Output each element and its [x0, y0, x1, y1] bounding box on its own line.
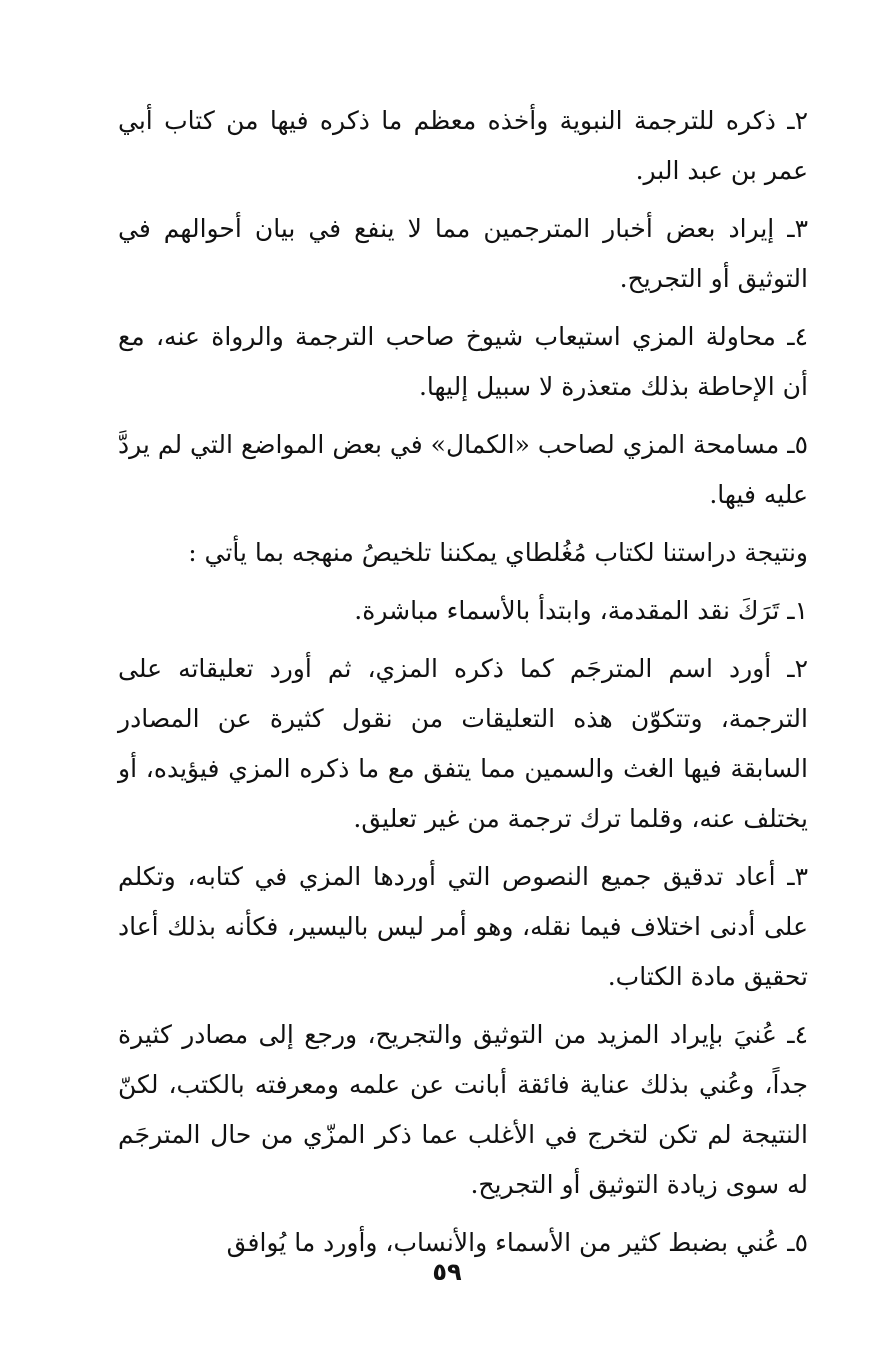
paragraph: ٤ـ محاولة المزي استيعاب شيوخ صاحب الترجمة والرواة عنه، مع أن الإحاطة بذلك متعذرة لا سبيل إليها. [118, 322, 808, 401]
paragraph: ٢ـ ذكره للترجمة النبوية وأخذه معظم ما ذكره فيها من كتاب أبي عمر بن عبد البر. [118, 106, 808, 185]
paragraph: ٥ـ عُني بضبط كثير من الأسماء والأنساب، وأورد ما يُوافق [226, 1228, 808, 1257]
page-number: ٥٩ [432, 1258, 462, 1286]
paragraph: ٤ـ عُنيَ بإيراد المزيد من التوثيق والتجريح، ورجع إلى مصادر كثيرة جداً، وعُني بذلك عناية فائقة أبانت عن علمه ومعرفته بالكتب، لكنّ النتيجة لم تكن لتخرج في الأغلب عما ذكر المزّي من حال المترجَم له سوى زيادة التوثيق أو التجريح. [118, 1020, 808, 1199]
paragraph: ٣ـ إيراد بعض أخبار المترجمين مما لا ينفع في بيان أحوالهم في التوثيق أو التجريح. [118, 214, 808, 293]
paragraph: ٢ـ أورد اسم المترجَم كما ذكره المزي، ثم أورد تعليقاته على الترجمة، وتتكوّن هذه التعليقات من نقول كثيرة عن المصادر السابقة فيها الغث والسمين مما يتفق مع ما ذكره المزي فيؤيده، أو يختلف عنه، وقلما ترك ترجمة من غير تعليق. [118, 654, 808, 833]
paragraph: ونتيجة دراستنا لكتاب مُغُلطاي يمكننا تلخيصُ منهجه بما يأتي : [188, 538, 808, 567]
paragraph: ١ـ تَرَكَ نقد المقدمة، وابتدأ بالأسماء مباشرة. [354, 596, 808, 625]
paragraph: ٣ـ أعاد تدقيق جميع النصوص التي أوردها المزي في كتابه، وتكلم على أدنى اختلاف فيما نقله، وهو أمر ليس باليسير، فكأنه بذلك أعاد تحقيق مادة الكتاب. [118, 862, 808, 991]
paragraph: ٥ـ مسامحة المزي لصاحب «الكمال» في بعض المواضع التي لم يردَّ عليه فيها. [118, 430, 808, 509]
body-text [118, 96, 808, 1268]
